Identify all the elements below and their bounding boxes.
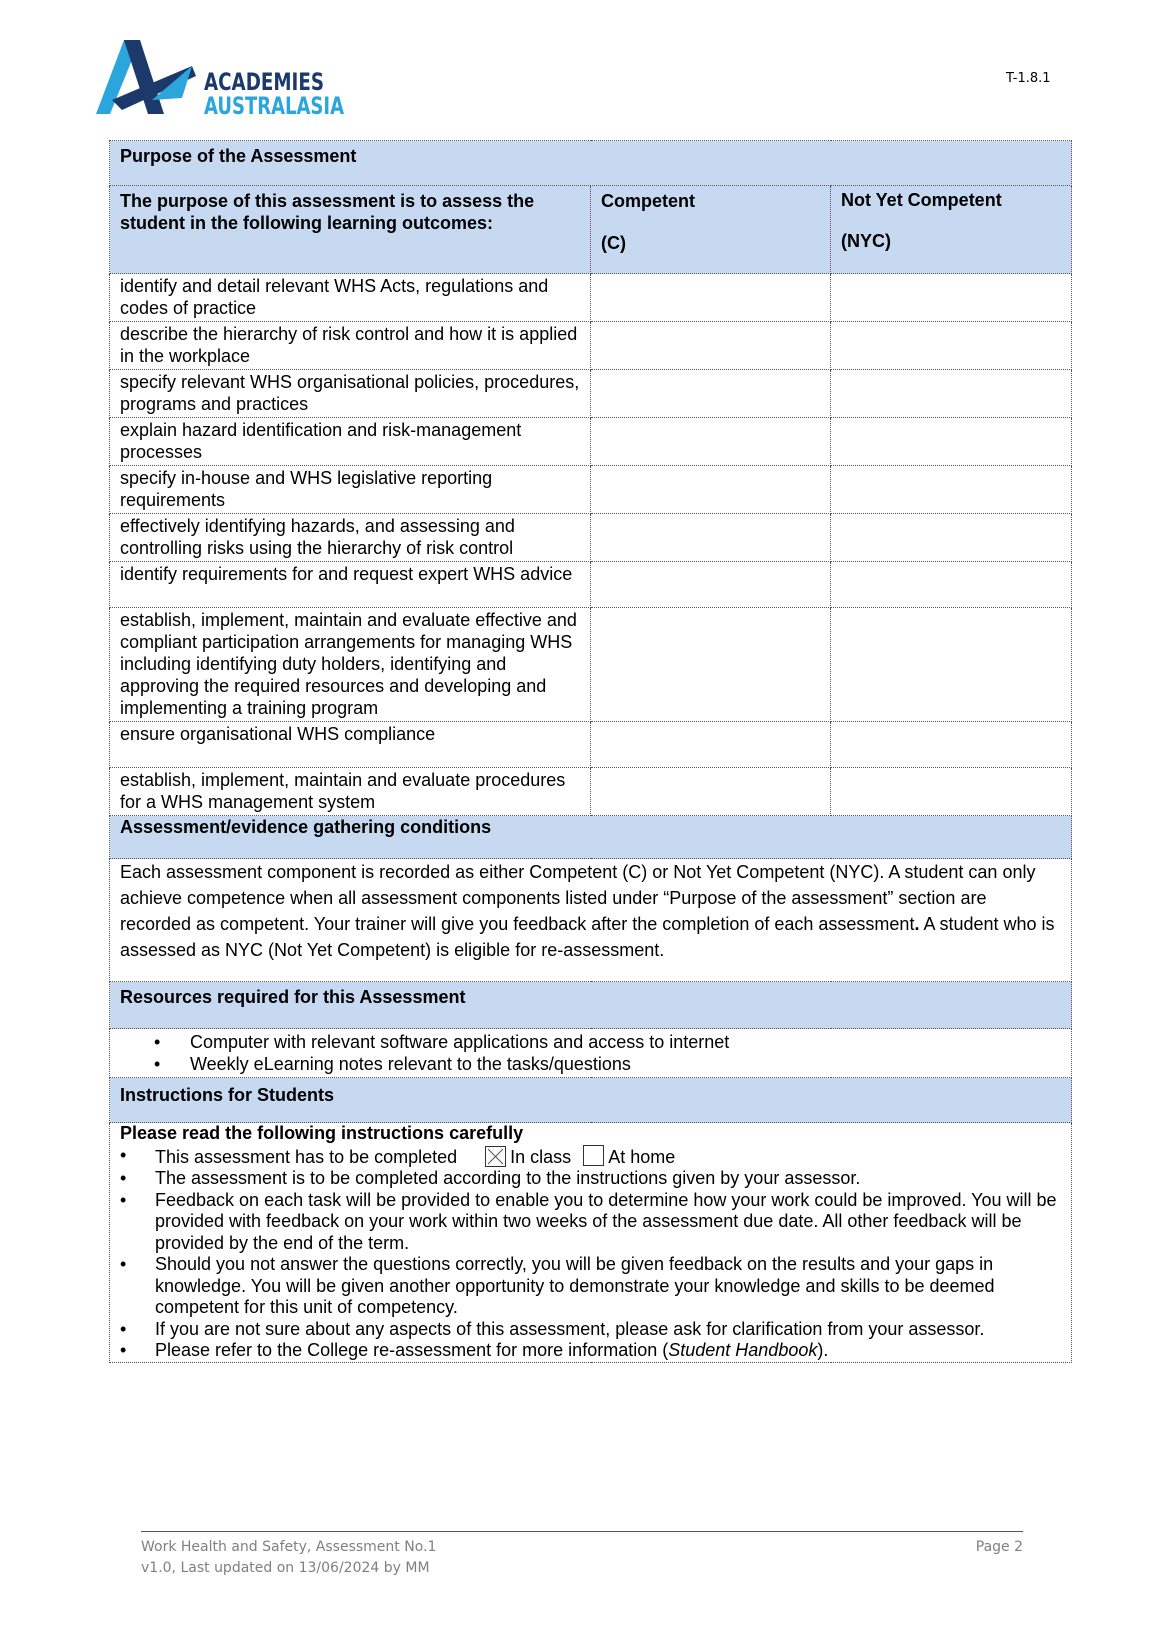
conditions-title: Assessment/evidence gathering conditions xyxy=(110,816,1072,859)
competent-abbr: (C) xyxy=(601,233,626,253)
list-item: • Feedback on each task will be provided to enable you to determine how your work could be improved. You will be provided with feedback on your work within two weeks of the assessment due date. All other feedback will be provided by the end of the term. xyxy=(120,1190,1061,1255)
list-item: • Computer with relevant software applications and access to internet xyxy=(120,1031,1061,1053)
competent-label: Competent xyxy=(601,191,695,211)
list-item: • The assessment is to be completed according to the instructions given by your assessor. xyxy=(120,1168,1061,1190)
list-item: • Should you not answer the questions correctly, you will be given feedback on the results and your gaps in knowledge. You will be given another opportunity to demonstrate your knowledge and skills to be deemed competent for this unit of competency. xyxy=(120,1254,1061,1319)
assessment-table xyxy=(109,140,1072,1363)
list-item: • If you are not sure about any aspects of this assessment, please ask for clarification from your assessor. xyxy=(120,1319,1061,1341)
outcome-cell: ensure organisational WHS compliance xyxy=(110,722,591,768)
nyc-cell[interactable] xyxy=(831,322,1072,370)
competent-cell[interactable] xyxy=(591,722,831,768)
footer-version: v1.0, Last updated on 13/06/2024 by MM xyxy=(141,1560,430,1576)
completion-text: This assessment has to be completed xyxy=(155,1146,458,1167)
nyc-cell[interactable] xyxy=(831,466,1072,514)
table-row xyxy=(110,562,1072,608)
conditions-text: Each assessment component is recorded as either Competent (C) or Not Yet Competent (NYC). A student can only achieve competence when all assessment components listed under “Purpose of the assessment” section are recorded as competent. Your trainer will give you feedback after the completion of each assessment. A student who is assessed as NYC (Not Yet Competent) is eligible for re-assessment. xyxy=(110,859,1072,982)
competent-header xyxy=(591,186,831,274)
at-home-label: At home xyxy=(608,1146,676,1167)
outcomes-header: The purpose of this assessment is to assess the student in the following learning outcomes: xyxy=(110,186,591,274)
competent-cell[interactable] xyxy=(591,418,831,466)
instructions-list xyxy=(120,1145,1061,1362)
outcome-cell: identify requirements for and request expert WHS advice xyxy=(110,562,591,608)
footer-divider xyxy=(141,1531,1023,1532)
competent-cell[interactable] xyxy=(591,370,831,418)
nyc-cell[interactable] xyxy=(831,608,1072,722)
outcome-cell: describe the hierarchy of risk control and how it is applied in the workplace xyxy=(110,322,591,370)
resources-list-cell xyxy=(110,1029,1072,1078)
last-item-end: ). xyxy=(817,1340,829,1360)
nyc-label: Not Yet Competent xyxy=(841,190,1002,210)
nyc-cell[interactable] xyxy=(831,722,1072,768)
list-item xyxy=(120,1145,1061,1169)
outcome-cell: identify and detail relevant WHS Acts, regulations and codes of practice xyxy=(110,274,591,322)
outcome-cell: specify relevant WHS organisational policies, procedures, programs and practices xyxy=(110,370,591,418)
table-row xyxy=(110,768,1072,816)
table-row xyxy=(110,370,1072,418)
resources-title: Resources required for this Assessment xyxy=(110,982,1072,1029)
page-number: Page 2 xyxy=(975,1539,1023,1555)
document-code: T-1.8.1 xyxy=(1006,71,1051,86)
competent-cell[interactable] xyxy=(591,608,831,722)
purpose-title: Purpose of the Assessment xyxy=(110,141,1072,186)
outcome-cell: effectively identifying hazards, and assessing and controlling risks using the hierarchy of risk control xyxy=(110,514,591,562)
table-row xyxy=(110,466,1072,514)
page-footer xyxy=(141,1537,1023,1579)
in-class-label: In class xyxy=(510,1146,572,1167)
outcome-cell: explain hazard identification and risk-management processes xyxy=(110,418,591,466)
instructions-title: Instructions for Students xyxy=(110,1078,1072,1123)
competent-cell[interactable] xyxy=(591,514,831,562)
table-row xyxy=(110,514,1072,562)
conditions-text-a: Each assessment component is recorded as either Competent (C) or Not Yet Competent (NYC). A student can only achieve competence when all assessment components listed under “Purpose of the assessment” section are recorded as competent. Your trainer will give you feedback after the completion of each assessment xyxy=(120,862,1036,934)
footer-title: Work Health and Safety, Assessment No.1 xyxy=(141,1539,437,1555)
table-row xyxy=(110,608,1072,722)
at-home-checkbox[interactable] xyxy=(583,1145,604,1166)
list-item xyxy=(120,1340,1061,1362)
competent-cell[interactable] xyxy=(591,466,831,514)
checkbox-x-icon xyxy=(486,1147,505,1166)
competent-cell[interactable] xyxy=(591,562,831,608)
nyc-cell[interactable] xyxy=(831,418,1072,466)
instructions-lead: Please read the following instructions carefully xyxy=(120,1123,524,1143)
company-logo xyxy=(96,38,366,120)
resources-list xyxy=(120,1031,1061,1075)
table-row xyxy=(110,322,1072,370)
nyc-cell[interactable] xyxy=(831,274,1072,322)
table-row xyxy=(110,722,1072,768)
nyc-cell[interactable] xyxy=(831,768,1072,816)
outcome-cell: establish, implement, maintain and evaluate procedures for a WHS management system xyxy=(110,768,591,816)
competent-cell[interactable] xyxy=(591,322,831,370)
nyc-header xyxy=(831,186,1072,274)
conditions-text-b: A student who is assessed as NYC (Not Yet Competent) is eligible for re-assessment. xyxy=(120,914,1055,960)
table-row xyxy=(110,274,1072,322)
table-row xyxy=(110,418,1072,466)
outcome-cell: specify in-house and WHS legislative reporting requirements xyxy=(110,466,591,514)
student-handbook-ref: Student Handbook xyxy=(668,1340,818,1360)
logo-mark-icon xyxy=(96,38,366,120)
outcome-cell: establish, implement, maintain and evaluate effective and compliant participation arrangements for managing WHS including identifying duty holders, identifying and approving the required resources and developing and implementing a training program xyxy=(110,608,591,722)
in-class-checkbox[interactable] xyxy=(485,1146,506,1167)
logo-line1: ACADEMIES xyxy=(204,68,324,96)
nyc-cell[interactable] xyxy=(831,514,1072,562)
competent-cell[interactable] xyxy=(591,768,831,816)
competent-cell[interactable] xyxy=(591,274,831,322)
instructions-cell xyxy=(110,1123,1072,1363)
list-item: • Weekly eLearning notes relevant to the tasks/questions xyxy=(120,1053,1061,1075)
last-item-text: Please refer to the College re-assessment for more information ( xyxy=(155,1340,669,1360)
nyc-cell[interactable] xyxy=(831,562,1072,608)
nyc-abbr: (NYC) xyxy=(841,231,891,251)
nyc-cell[interactable] xyxy=(831,370,1072,418)
logo-line2: AUSTRALASIA xyxy=(204,92,345,120)
